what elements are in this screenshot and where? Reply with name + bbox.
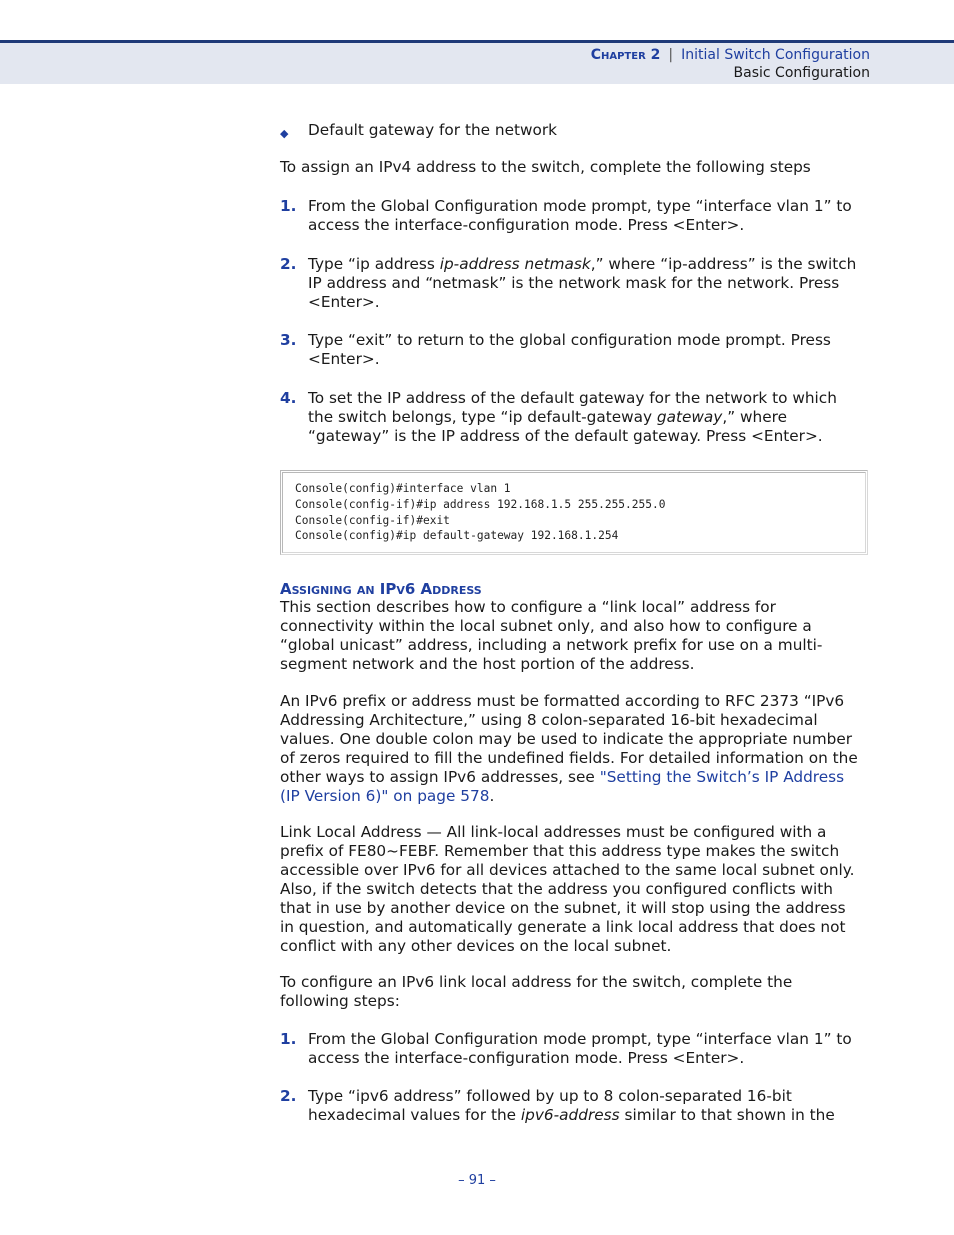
step-line bbox=[308, 255, 870, 274]
paragraph-line: Also, if the switch detects that the address you configured conflicts with bbox=[280, 880, 834, 898]
text-run: similar to that shown in the bbox=[619, 1106, 835, 1124]
step-line: access the interface-configuration mode. Press <Enter>. bbox=[308, 216, 745, 234]
text-run: Type “ip address bbox=[308, 255, 440, 273]
paragraph-line: prefix of FE80~FEBF. Remember that this address type makes the switch bbox=[280, 842, 840, 860]
code-example bbox=[280, 470, 868, 555]
code-line: Console(config-if)#exit bbox=[295, 514, 450, 527]
paragraph-line: An IPv6 prefix or address must be formatted according to RFC 2373 “IPv6 bbox=[280, 692, 845, 710]
step-number: 1. bbox=[280, 1030, 297, 1048]
step-line: Type “exit” to return to the global configuration mode prompt. Press bbox=[308, 331, 831, 349]
step-number: 1. bbox=[280, 197, 297, 215]
chapter-label: Chapter 2 bbox=[590, 47, 661, 63]
step-item bbox=[280, 389, 870, 449]
chapter-title: Initial Switch Configuration bbox=[681, 47, 870, 63]
step-item bbox=[280, 331, 870, 371]
step-line bbox=[308, 1106, 870, 1125]
step-text bbox=[308, 331, 870, 369]
diamond-bullet-icon: ◆ bbox=[280, 127, 289, 140]
paragraph-configure-link-local bbox=[280, 973, 870, 1011]
step-number: 4. bbox=[280, 389, 297, 407]
step-line: From the Global Configuration mode prompt, type “interface vlan 1” to bbox=[308, 197, 852, 215]
step-number: 2. bbox=[280, 1087, 297, 1105]
header-chapter-line bbox=[591, 47, 870, 63]
step-text bbox=[308, 1087, 870, 1125]
paragraph-line: To configure an IPv6 link local address for the switch, complete the bbox=[280, 973, 793, 991]
paragraph-line: Addressing Architecture,” using 8 colon-separated 16-bit hexadecimal bbox=[280, 711, 818, 729]
paragraph-line: that in use by another device on the subnet, it will stop using the address bbox=[280, 899, 846, 917]
step-number: 2. bbox=[280, 255, 297, 273]
paragraph-line bbox=[280, 787, 870, 806]
step-line: To set the IP address of the default gateway for the network to which bbox=[308, 389, 837, 407]
paragraph-ipv6-format bbox=[280, 692, 870, 806]
step-text bbox=[308, 197, 870, 235]
step-line: <Enter>. bbox=[308, 293, 380, 311]
step-item bbox=[280, 1087, 870, 1127]
cross-reference-link[interactable]: (IP Version 6)" on page 578 bbox=[280, 787, 490, 805]
header-section-title: Basic Configuration bbox=[733, 65, 870, 81]
text-run: hexadecimal values for the bbox=[308, 1106, 521, 1124]
paragraph-line: connectivity within the local subnet only, and also how to configure a bbox=[280, 617, 812, 635]
text-run: ,” where bbox=[722, 408, 787, 426]
cross-reference-link[interactable]: "Setting the Switch’s IP Address bbox=[599, 768, 845, 786]
step-text bbox=[308, 255, 870, 312]
italic-term: ip-address netmask bbox=[439, 255, 591, 273]
step-item bbox=[280, 197, 870, 237]
paragraph-line: This section describes how to configure a “link local” address for bbox=[280, 598, 776, 616]
step-number: 3. bbox=[280, 331, 297, 349]
bullet-text: Default gateway for the network bbox=[308, 121, 558, 139]
page-number: – 91 – bbox=[458, 1173, 496, 1188]
step-line: Type “ipv6 address” followed by up to 8 colon-separated 16-bit bbox=[308, 1087, 792, 1105]
step-line bbox=[308, 408, 870, 427]
text-run: other ways to assign IPv6 addresses, see bbox=[280, 768, 600, 786]
paragraph-line: of zeros required to fill the undefined fields. For detailed information on the bbox=[280, 749, 858, 767]
text-run: ,” where “ip-address” is the switch bbox=[590, 255, 857, 273]
paragraph-line: accessible over IPv6 for all devices attached to the same local subnet only. bbox=[280, 861, 855, 879]
paragraph-line: values. One double colon may be used to indicate the appropriate number bbox=[280, 730, 853, 748]
text-run: . bbox=[489, 787, 495, 805]
paragraph-line: Link Local Address — All link-local addresses must be configured with a bbox=[280, 823, 827, 841]
text-run: the switch belongs, type “ip default-gateway bbox=[308, 408, 657, 426]
step-line: access the interface-configuration mode. Press <Enter>. bbox=[308, 1049, 745, 1067]
step-line: IP address and “netmask” is the network mask for the network. Press bbox=[308, 274, 840, 292]
paragraph-line: conflict with any other devices on the local subnet. bbox=[280, 937, 672, 955]
paragraph-link-local bbox=[280, 823, 870, 956]
paragraph-intro-ipv6 bbox=[280, 598, 870, 674]
step-text bbox=[308, 1030, 870, 1068]
paragraph-line: segment network and the host portion of the address. bbox=[280, 655, 695, 673]
code-line: Console(config)#interface vlan 1 bbox=[295, 482, 511, 495]
intro-ipv4: To assign an IPv4 address to the switch, complete the following steps bbox=[280, 158, 811, 176]
step-item bbox=[280, 255, 870, 315]
italic-term: gateway bbox=[656, 408, 723, 426]
paragraph-line: “global unicast” address, including a network prefix for use on a multi- bbox=[280, 636, 823, 654]
paragraph-line bbox=[280, 768, 870, 787]
step-text bbox=[308, 389, 870, 446]
step-line: “gateway” is the IP address of the default gateway. Press <Enter>. bbox=[308, 427, 823, 445]
step-line: <Enter>. bbox=[308, 350, 380, 368]
section-heading: Assigning an IPv6 Address bbox=[280, 580, 482, 598]
code-line: Console(config-if)#ip address 192.168.1.5 255.255.255.0 bbox=[295, 498, 666, 511]
page-header bbox=[0, 40, 954, 84]
paragraph-line: in question, and automatically generate a link local address that does not bbox=[280, 918, 846, 936]
step-line: From the Global Configuration mode prompt, type “interface vlan 1” to bbox=[308, 1030, 852, 1048]
step-item bbox=[280, 1030, 870, 1070]
header-separator: | bbox=[668, 47, 674, 63]
italic-term: ipv6-address bbox=[520, 1106, 620, 1124]
paragraph-line: following steps: bbox=[280, 992, 400, 1010]
code-line: Console(config)#ip default-gateway 192.168.1.254 bbox=[295, 529, 619, 542]
